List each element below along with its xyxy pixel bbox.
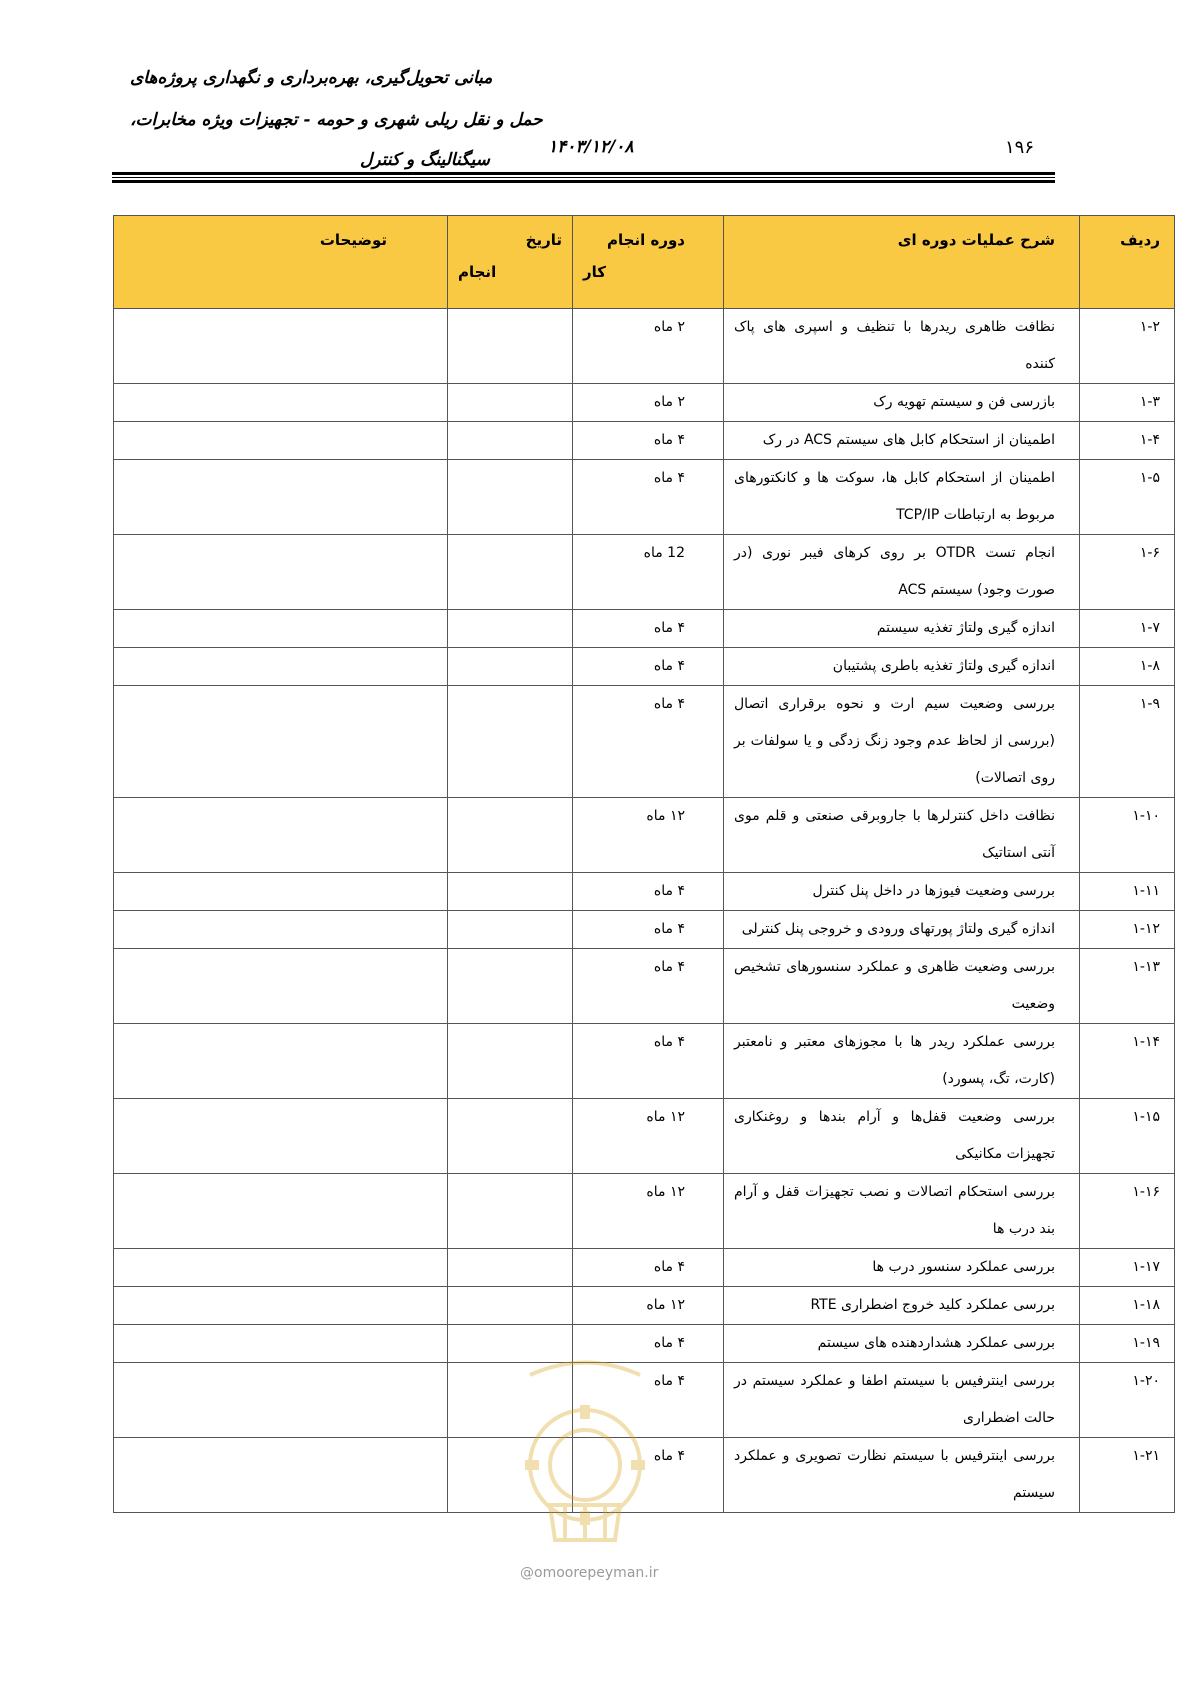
cell-row-number: ۱-۱۶	[1080, 1174, 1175, 1249]
cell-date-done	[448, 1174, 573, 1249]
header-date-line-1: تاریخ	[525, 231, 562, 249]
header-row-number: ردیف	[1080, 216, 1175, 309]
cell-date-done	[448, 873, 573, 911]
cell-row-number: ۱-۱۲	[1080, 911, 1175, 949]
cell-row-number: ۱-۹	[1080, 686, 1175, 798]
cell-description: بررسی اینترفیس با سیستم نظارت تصویری و عملکرد سیستم	[724, 1438, 1080, 1513]
cell-period: ۴ ماه	[573, 1249, 724, 1287]
cell-date-done	[448, 1024, 573, 1099]
cell-notes	[114, 1287, 448, 1325]
site-watermark: @omoorepeyman.ir	[520, 1565, 659, 1581]
cell-notes	[114, 384, 448, 422]
header-date-line-2: انجام	[458, 263, 497, 281]
cell-row-number: ۱-۵	[1080, 460, 1175, 535]
header-title-line-1: مبانی تحویل‌گیری، بهره‌برداری و نگهداری پروژه‌های	[130, 68, 493, 88]
cell-period: ۲ ماه	[573, 309, 724, 384]
cell-description: بازرسی فن و سیستم تهویه رک	[724, 384, 1080, 422]
header-title-line-3: سیگنالینگ و کنترل	[360, 150, 490, 170]
table-row	[114, 460, 1175, 535]
cell-period: ۱۲ ماه	[573, 1287, 724, 1325]
table-row	[114, 949, 1175, 1024]
cell-description: اندازه گیری ولتاژ پورتهای ورودی و خروجی پنل کنترلی	[724, 911, 1080, 949]
cell-date-done	[448, 798, 573, 873]
cell-description: اطمینان از استحکام کابل ها، سوکت ها و کانکتورهای مربوط به ارتباطات TCP/IP	[724, 460, 1080, 535]
header-rule	[112, 180, 1055, 183]
cell-date-done	[448, 1287, 573, 1325]
cell-period: 12 ماه	[573, 535, 724, 610]
cell-row-number: ۱-۱۷	[1080, 1249, 1175, 1287]
cell-description: بررسی عملکرد کلید خروج اضطراری RTE	[724, 1287, 1080, 1325]
cell-description: بررسی استحکام اتصالات و نصب تجهیزات قفل و آرام بند درب ها	[724, 1174, 1080, 1249]
cell-period: ۱۲ ماه	[573, 798, 724, 873]
cell-notes	[114, 1024, 448, 1099]
header-date-done	[448, 216, 573, 309]
cell-row-number: ۱-۸	[1080, 648, 1175, 686]
header-date: ۱۴۰۳/۱۲/۰۸	[548, 137, 634, 157]
cell-date-done	[448, 384, 573, 422]
cell-description: بررسی اینترفیس با سیستم اطفا و عملکرد سیستم در حالت اضطراری	[724, 1363, 1080, 1438]
table-row	[114, 648, 1175, 686]
cell-period: ۴ ماه	[573, 1024, 724, 1099]
cell-period: ۴ ماه	[573, 610, 724, 648]
cell-row-number: ۱-۲۱	[1080, 1438, 1175, 1513]
cell-period: ۴ ماه	[573, 873, 724, 911]
cell-notes	[114, 686, 448, 798]
cell-date-done	[448, 309, 573, 384]
cell-date-done	[448, 911, 573, 949]
table-row	[114, 1287, 1175, 1325]
table-row	[114, 873, 1175, 911]
cell-period: ۴ ماه	[573, 460, 724, 535]
cell-period: ۴ ماه	[573, 1438, 724, 1513]
table-row	[114, 422, 1175, 460]
cell-description: نظافت داخل کنترلرها با جاروبرقی صنعتی و قلم موی آنتی استاتیک	[724, 798, 1080, 873]
header-period-line-1: دوره انجام	[607, 231, 685, 249]
table-row	[114, 1024, 1175, 1099]
cell-notes	[114, 1325, 448, 1363]
cell-period: ۴ ماه	[573, 1325, 724, 1363]
table-row	[114, 309, 1175, 384]
cell-row-number: ۱-۱۹	[1080, 1325, 1175, 1363]
table-row	[114, 1174, 1175, 1249]
cell-description: بررسی وضعیت ظاهری و عملکرد سنسورهای تشخیص وضعیت	[724, 949, 1080, 1024]
cell-notes	[114, 1099, 448, 1174]
table-row	[114, 1249, 1175, 1287]
cell-date-done	[448, 610, 573, 648]
cell-notes	[114, 460, 448, 535]
cell-notes	[114, 911, 448, 949]
table-row	[114, 384, 1175, 422]
cell-date-done	[448, 1249, 573, 1287]
cell-row-number: ۱-۴	[1080, 422, 1175, 460]
cell-row-number: ۱-۱۴	[1080, 1024, 1175, 1099]
cell-description: انجام تست OTDR بر روی کرهای فیبر نوری (در صورت وجود) سیستم ACS	[724, 535, 1080, 610]
cell-period: ۴ ماه	[573, 422, 724, 460]
cell-date-done	[448, 686, 573, 798]
header-rule	[112, 177, 1055, 178]
cell-description: بررسی وضعیت قفل‌ها و آرام بندها و روغنکاری تجهیزات مکانیکی	[724, 1099, 1080, 1174]
cell-notes	[114, 535, 448, 610]
cell-row-number: ۱-۱۸	[1080, 1287, 1175, 1325]
cell-period: ۱۲ ماه	[573, 1099, 724, 1174]
cell-date-done	[448, 422, 573, 460]
cell-row-number: ۱-۷	[1080, 610, 1175, 648]
cell-date-done	[448, 460, 573, 535]
cell-period: ۴ ماه	[573, 686, 724, 798]
cell-period: ۲ ماه	[573, 384, 724, 422]
cell-row-number: ۱-۱۳	[1080, 949, 1175, 1024]
table-header-row	[114, 216, 1175, 309]
cell-description: اندازه گیری ولتاژ تغذیه سیستم	[724, 610, 1080, 648]
cell-notes	[114, 610, 448, 648]
cell-row-number: ۱-۱۰	[1080, 798, 1175, 873]
cell-notes	[114, 648, 448, 686]
cell-period: ۱۲ ماه	[573, 1174, 724, 1249]
cell-date-done	[448, 1099, 573, 1174]
cell-notes	[114, 1249, 448, 1287]
cell-date-done	[448, 535, 573, 610]
header-notes: توضیحات	[114, 216, 448, 309]
cell-row-number: ۱-۳	[1080, 384, 1175, 422]
cell-period: ۴ ماه	[573, 911, 724, 949]
cell-description: نظافت ظاهری ریدرها با تنظیف و اسپری های پاک کننده	[724, 309, 1080, 384]
cell-notes	[114, 309, 448, 384]
cell-period: ۴ ماه	[573, 949, 724, 1024]
cell-description: اندازه گیری ولتاژ تغذیه باطری پشتیبان	[724, 648, 1080, 686]
header-period	[573, 216, 724, 309]
table-body	[114, 309, 1175, 1513]
header-rule	[112, 172, 1055, 175]
cell-description: بررسی عملکرد سنسور درب ها	[724, 1249, 1080, 1287]
cell-row-number: ۱-۱۵	[1080, 1099, 1175, 1174]
cell-notes	[114, 422, 448, 460]
cell-date-done	[448, 648, 573, 686]
cell-notes	[114, 1363, 448, 1438]
cell-notes	[114, 798, 448, 873]
cell-date-done	[448, 949, 573, 1024]
cell-description: بررسی وضعیت سیم ارت و نحوه برقراری اتصال (بررسی از لحاظ عدم وجود زنگ زدگی و یا سولفات بر روی اتصالات)	[724, 686, 1080, 798]
page-number: ۱۹۶	[1005, 137, 1035, 158]
maintenance-table	[113, 215, 1175, 1513]
table-row	[114, 610, 1175, 648]
cell-notes	[114, 1438, 448, 1513]
cell-notes	[114, 1174, 448, 1249]
cell-period: ۴ ماه	[573, 648, 724, 686]
cell-description: بررسی عملکرد هشداردهنده های سیستم	[724, 1325, 1080, 1363]
cell-row-number: ۱-۱۱	[1080, 873, 1175, 911]
cell-description: بررسی وضعیت فیوزها در داخل پنل کنترل	[724, 873, 1080, 911]
cell-notes	[114, 949, 448, 1024]
cell-row-number: ۱-۲۰	[1080, 1363, 1175, 1438]
cell-period: ۴ ماه	[573, 1363, 724, 1438]
table-row	[114, 1099, 1175, 1174]
cell-row-number: ۱-۲	[1080, 309, 1175, 384]
header-period-line-2: کار	[583, 263, 606, 281]
cell-description: اطمینان از استحکام کابل های سیستم ACS در رک	[724, 422, 1080, 460]
table-row	[114, 686, 1175, 798]
table-row	[114, 911, 1175, 949]
page-header	[0, 0, 1191, 190]
cell-row-number: ۱-۶	[1080, 535, 1175, 610]
cell-description: بررسی عملکرد ریدر ها با مجوزهای معتبر و نامعتبر (کارت، تگ، پسورد)	[724, 1024, 1080, 1099]
emblem-watermark-icon	[500, 1355, 670, 1555]
cell-notes	[114, 873, 448, 911]
maintenance-table-container	[113, 215, 1160, 1513]
table-row	[114, 798, 1175, 873]
table-row	[114, 535, 1175, 610]
header-title-line-2: حمل و نقل ریلی شهری و حومه - تجهیزات ویژه مخابرات،	[130, 110, 543, 130]
header-description: شرح عملیات دوره ای	[724, 216, 1080, 309]
